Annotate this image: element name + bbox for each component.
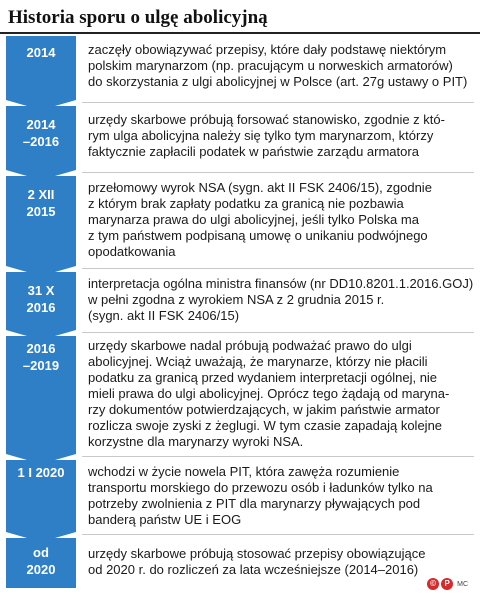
entry-separator [82, 534, 474, 535]
logo-text: MC [457, 580, 468, 588]
entry-text: interpretacja ogólna ministra finansów (nr DD10.8201.1.2016.GOJ) w pełni zgodna z wyrokiem NSA z 2 grudnia 2015 r. (sygn. akt II FSK 2406/15) [88, 276, 474, 323]
entry-date: 2014 –2016 [22, 117, 60, 149]
entry-separator [82, 172, 474, 173]
timeline-entry-1-i-2020 [0, 460, 480, 532]
entry-text: zaczęły obowiązywać przepisy, które dały podstawę niektórym polskim marynarzom (np. pracującym u norweskich armatorów) do skorzystania z ulgi abolicyjnej w Polsce (art. 27g ustawy o PIT) [88, 42, 468, 89]
entry-text: przełomowy wyrok NSA (sygn. akt II FSK 2406/15), zgodnie z którym brak zapłaty podatku za granicą nie pozbawia marynarza prawa do ulgi abolicyjnej, jeśli tylko Polska ma z tym państwem podpisaną umowę o unikaniu podwójnego opodatkowania [88, 180, 432, 259]
timeline [0, 36, 480, 591]
entry-text: urzędy skarbowe próbują stosować przepisy obowiązujące od 2020 r. do rozliczeń za lata wcześniejsze (2014–2016) [88, 546, 426, 577]
publisher-logo [427, 578, 468, 590]
entry-separator [82, 456, 474, 457]
entry-date: 2016 –2019 [22, 341, 60, 373]
entry-text: urzędy skarbowe próbują forsować stanowisko, zgodnie z któ- rym ulga abolicyjna należy się tylko tym marynarzom, którzy faktycznie zapłacili podatek w państwie zarządu armatora [88, 112, 445, 159]
entry-separator [82, 268, 474, 269]
entry-text: urzędy skarbowe nadal próbują podważać prawo do ulgi abolicyjnej. Wciąż uważają, że marynarze, którzy nie płacili podatku za granicą przed wydaniem interpretacji ogólnej, nie mieli prawa do ulgi abolicyjnej. Oprócz tego żądają od maryna- rzy dokumentów potwierdzających, w jakim państwie armator rozlicza swoje zyski z żeglugi. W tym czasie zapadają kolejne korzystne dla marynarzy wyroki NSA. [88, 338, 450, 449]
page-title: Historia sporu o ulgę abolicyjną [8, 7, 268, 28]
entry-separator [82, 102, 474, 103]
timeline-entry-2-xii-2015 [0, 176, 480, 266]
entry-date: 31 X 2016 [26, 283, 56, 315]
timeline-entry-2014 [0, 36, 480, 100]
timeline-entry-2014-2016 [0, 106, 480, 170]
timeline-entry-od-2020 [0, 538, 480, 588]
entry-date: 2014 [26, 45, 56, 60]
entry-text: wchodzi w życie nowela PIT, która zawęża rozumienie transportu morskiego do przewozu osób i ładunków tylko na potrzeby zwolnienia z PIT dla marynarzy pływających pod banderą państw UE i EOG [88, 464, 433, 527]
entry-date: 1 I 2020 [17, 465, 65, 480]
entry-separator [82, 332, 474, 333]
entry-date: 2 XII 2015 [26, 187, 56, 219]
title-divider [0, 32, 480, 34]
copyright-icon: © [427, 578, 439, 590]
timeline-entry-2016-2019 [0, 336, 480, 454]
timeline-entry-31-x-2016 [0, 272, 480, 330]
p-circle-icon: P [441, 578, 453, 590]
entry-date: od 2020 [26, 545, 56, 577]
